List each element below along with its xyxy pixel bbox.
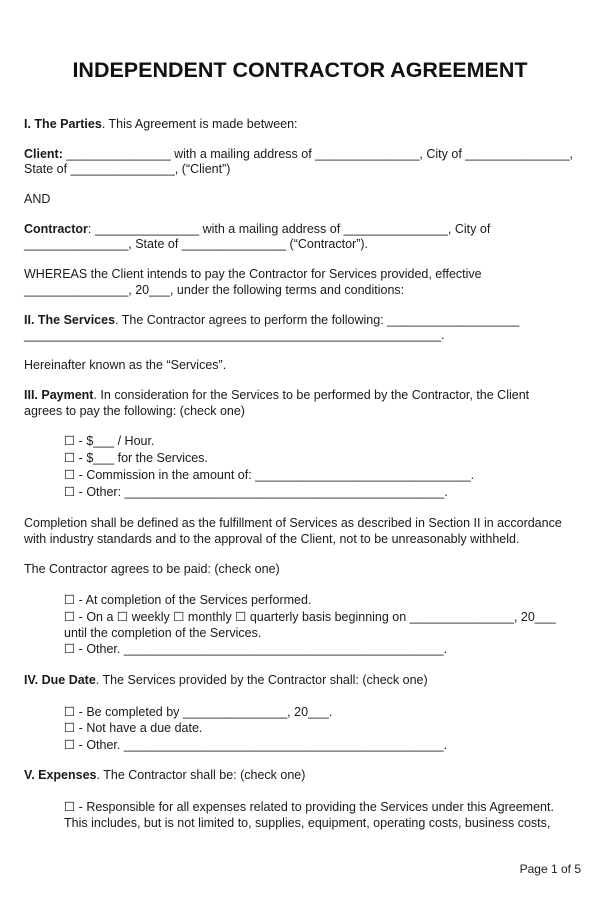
whereas-line-1: WHEREAS the Client intends to pay the Contractor for Services provided, effective [24, 267, 482, 281]
payment-option-other[interactable]: ☐ - Other: ______________________________________________. [64, 485, 448, 499]
paid-option-schedule[interactable]: ☐ - On a ☐ weekly ☐ monthly ☐ quarterly basis beginning on _______________, 20___ [64, 610, 556, 624]
services-line-2: ____________________________________________________________. [24, 328, 445, 342]
due-date-intro: IV. Due Date. The Services provided by the Contractor shall: (check one) [24, 673, 428, 687]
completion-line-1: Completion shall be defined as the fulfillment of Services as described in Section II in accordance [24, 516, 562, 530]
due-option-other[interactable]: ☐ - Other. ______________________________________________. [64, 738, 448, 752]
paid-intro: The Contractor agrees to be paid: (check one) [24, 562, 280, 576]
payment-line-1: III. Payment. In consideration for the Services to be performed by the Contractor, the Client [24, 388, 530, 402]
expenses-heading: V. Expenses [24, 768, 97, 782]
services-heading: II. The Services [24, 313, 116, 327]
due-option-none[interactable]: ☐ - Not have a due date. [64, 721, 203, 735]
document-title: INDEPENDENT CONTRACTOR AGREEMENT [72, 58, 528, 82]
due-option-completed-by[interactable]: ☐ - Be completed by _______________, 20___. [64, 705, 333, 719]
contractor-label: Contractor [24, 222, 88, 236]
paid-option-schedule-cont: until the completion of the Services. [64, 626, 262, 640]
completion-line-2: with industry standards and to the approval of the Client, not to be unreasonably withheld. [24, 532, 520, 546]
and-separator: AND [24, 192, 51, 206]
parties-heading: I. The Parties [24, 117, 102, 131]
whereas-line-2: _______________, 20___, under the following terms and conditions: [24, 283, 405, 297]
payment-option-flat[interactable]: ☐ - $___ for the Services. [64, 451, 208, 465]
paid-option-other[interactable]: ☐ - Other. ______________________________________________. [64, 642, 448, 656]
services-known-as: Hereinafter known as the “Services”. [24, 358, 227, 372]
expenses-option-responsible-cont: This includes, but is not limited to, supplies, equipment, operating costs, business costs, [64, 816, 551, 830]
contractor-line-2: _______________, State of _______________ (“Contractor”). [24, 237, 369, 251]
client-line-1: Client: _______________ with a mailing address of _______________, City of _______________, [24, 147, 574, 161]
expenses-intro: V. Expenses. The Contractor shall be: (check one) [24, 768, 306, 782]
payment-option-commission[interactable]: ☐ - Commission in the amount of: _______________________________. [64, 468, 475, 482]
parties-intro: I. The Parties. This Agreement is made between: [24, 117, 298, 131]
expenses-option-responsible[interactable]: ☐ - Responsible for all expenses related to providing the Services under this Agreement. [64, 800, 554, 814]
due-date-heading: IV. Due Date [24, 673, 96, 687]
contractor-line-1: Contractor: _______________ with a mailing address of _______________, City of [24, 222, 491, 236]
payment-line-2: agrees to pay the following: (check one) [24, 404, 245, 418]
client-label: Client: [24, 147, 63, 161]
page-number: Page 1 of 5 [519, 862, 581, 876]
payment-option-hourly[interactable]: ☐ - $___ / Hour. [64, 434, 155, 448]
client-line-2: State of _______________, (“Client”) [24, 162, 231, 176]
payment-heading: III. Payment [24, 388, 94, 402]
services-line-1: II. The Services. The Contractor agrees to perform the following: ___________________ [24, 313, 520, 327]
paid-option-completion[interactable]: ☐ - At completion of the Services performed. [64, 593, 312, 607]
